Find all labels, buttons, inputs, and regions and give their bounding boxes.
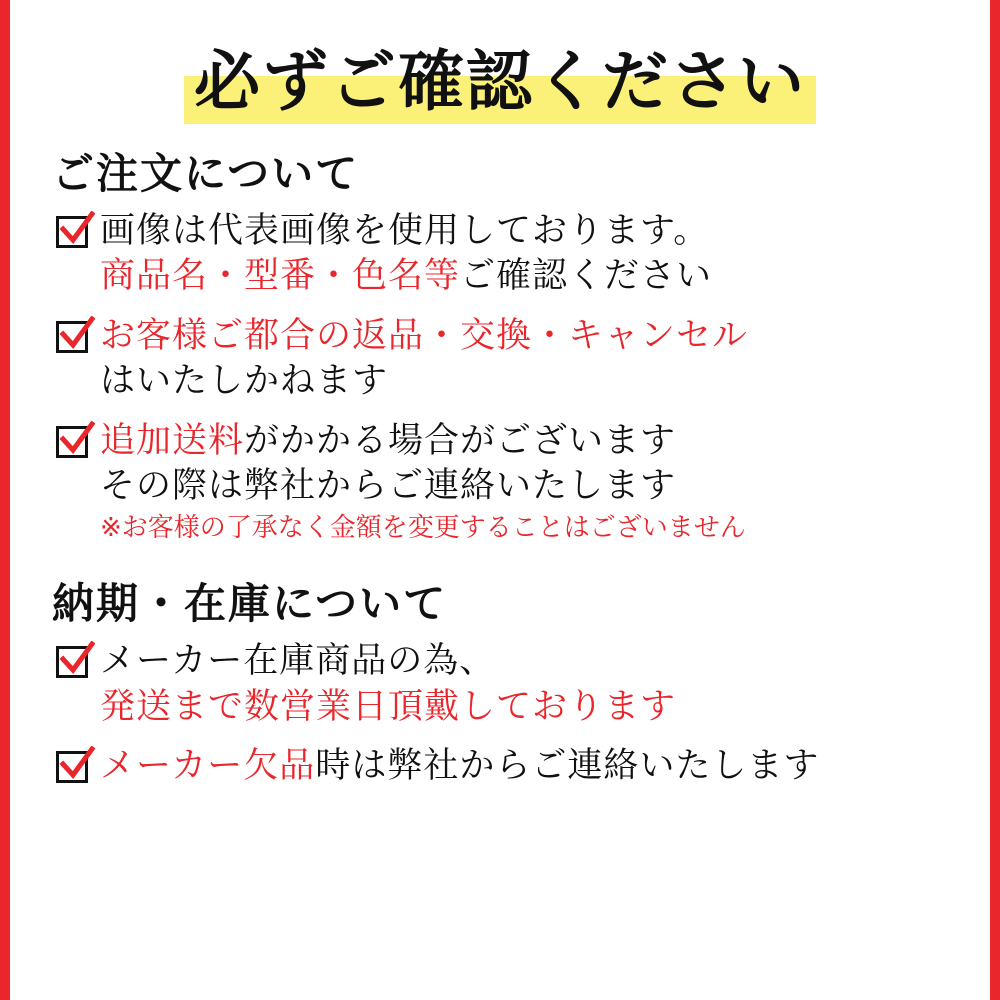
notice-content: [10, 0, 990, 1000]
list-item-text: [100, 744, 956, 790]
text-run-red: お客様ご都合の返品・交換・キャンセル: [100, 315, 749, 356]
page-title-text: 必ずご確認ください: [194, 43, 806, 120]
text-run-red: 追加送料: [100, 420, 245, 461]
check-mark-icon: [59, 316, 95, 352]
section-heading-delivery: 納期・在庫について: [52, 579, 448, 629]
check-mark-icon: [59, 211, 95, 247]
list-item: [54, 419, 956, 546]
text-run: がかかる場合がございます: [244, 420, 677, 461]
list-item: [54, 744, 956, 790]
checkbox-checked-icon: [54, 318, 94, 358]
right-red-border: [990, 0, 1000, 1000]
text-run: はいたしかねます: [100, 361, 389, 402]
check-mark-icon: [59, 421, 95, 457]
list-item-text: [100, 639, 956, 730]
page-title: [184, 43, 816, 120]
left-red-border: [0, 0, 10, 1000]
list-item-text: [100, 314, 956, 405]
section-heading-orders: ご注文について: [52, 148, 360, 198]
list-item-text: [100, 419, 956, 546]
text-run-red: 商品名・型番・色名等: [100, 256, 461, 297]
list-item: [54, 639, 956, 730]
text-run: 画像は代表画像を使用しております。: [100, 210, 710, 251]
checkbox-checked-icon: [54, 643, 94, 683]
list-item-note: ※お客様の了承なく金額を変更することはございません: [100, 512, 746, 543]
text-run-red: 発送まで数営業日頂戴しております: [100, 686, 677, 727]
checkbox-checked-icon: [54, 748, 94, 788]
text-run: 時は弊社からご連絡いたします: [315, 746, 820, 787]
list-item: [54, 314, 956, 405]
list-item: [54, 209, 956, 300]
checkbox-checked-icon: [54, 213, 94, 253]
text-run: メーカー在庫商品の為、: [100, 641, 496, 682]
check-mark-icon: [59, 746, 95, 782]
text-run: その際は弊社からご連絡いたします: [100, 466, 677, 507]
text-run-red: メーカー欠品: [100, 746, 316, 787]
page-title-wrap: [44, 43, 956, 120]
list-item-text: [100, 209, 956, 300]
checkbox-checked-icon: [54, 423, 94, 463]
text-run: ご確認ください: [460, 256, 713, 297]
check-mark-icon: [59, 641, 95, 677]
